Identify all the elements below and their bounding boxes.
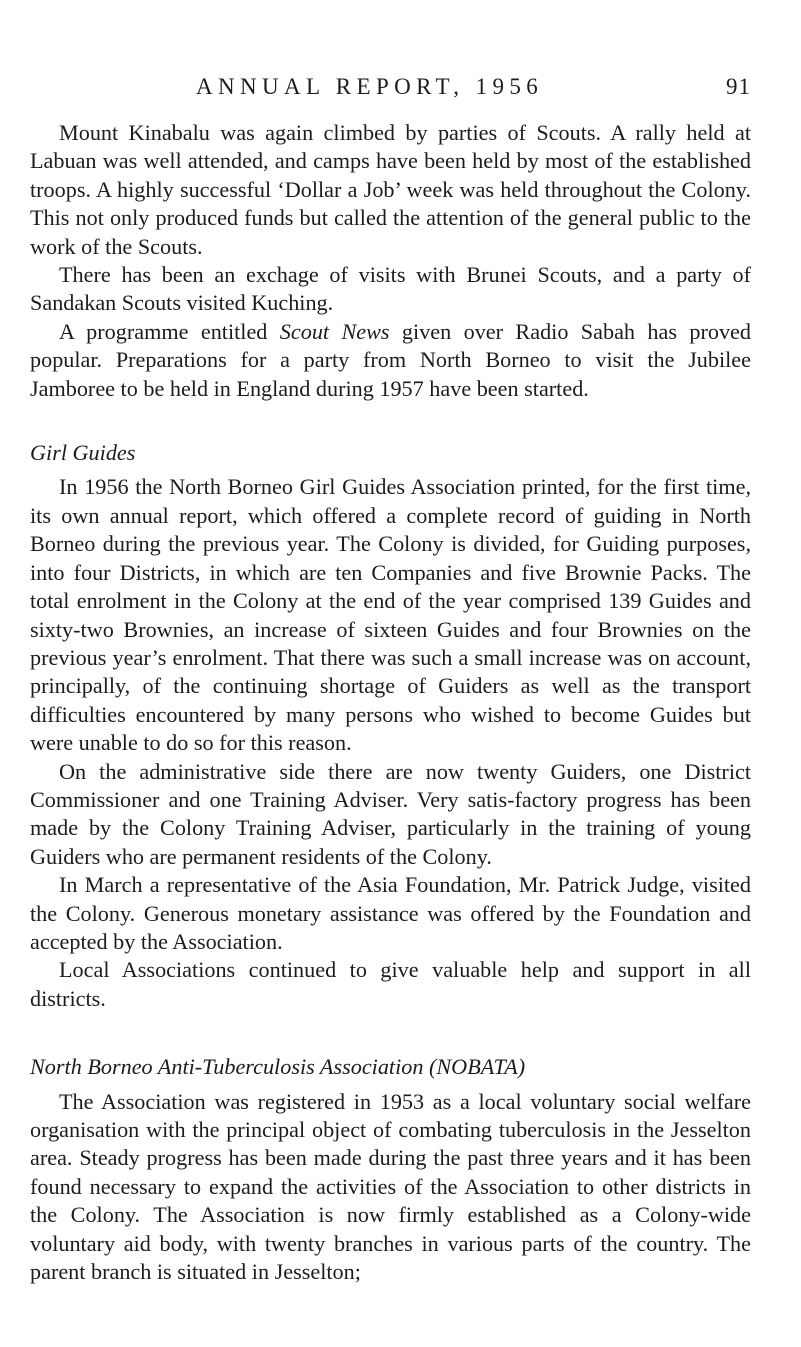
girl-guides-paragraph-4: Local Associations continued to give valuable help and support in all districts. — [30, 957, 751, 1011]
scouts-paragraph-3 — [30, 318, 751, 403]
girl-guides-heading: Girl Guides — [30, 440, 136, 466]
girl-guides-paragraph-3: In March a representative of the Asia Foundation, Mr. Patrick Judge, visited the Colony. Generous monetary assistance was offered by the Foundation and accepted by the Association. — [30, 872, 751, 954]
body-text — [30, 119, 751, 1286]
girl-guides-paragraph-1: In 1956 the North Borneo Girl Guides Association printed, for the first time, its own annual report, which offered a complete record of guiding in North Borneo during the previous year. The Colony is divided, for Guiding purposes, into four Districts, in which are ten Companies and five Brownie Packs. The total enrolment in the Colony at the end of the year comprised 139 Guides and sixty-two Brownies, an increase of sixteen Guides and four Brownies on the previous year’s enrolment. That there was such a small increase was on account, principally, of the continuing shortage of Guiders as well as the transport difficulties encountered by many persons who wished to become Guides but were unable to do so for this reason. — [30, 474, 751, 756]
scouts-paragraph-3-rest: given over Radio Sabah has proved popular. Preparations for a party from North Borneo to visit the Jubilee Jamboree to be held in England during 1957 have been started. — [30, 318, 751, 401]
page-number: 91 — [726, 74, 751, 99]
nobata-paragraph-1: The Association was registered in 1953 as a local voluntary social welfare organisation with the principal object of combating tuberculosis in the Jesselton area. Steady progress has been made during the past three years and it has been found necessary to expand the activities of the Association to other districts in the Colony. The Association is now firmly established as a Colony-wide voluntary aid body, with twenty branches in various parts of the country. The parent branch is situated in Jesselton; — [30, 1088, 751, 1285]
section-spacer — [30, 1013, 751, 1053]
scouts-paragraph-3-lead: A programme entitled — [59, 318, 280, 344]
section-spacer — [30, 403, 751, 439]
scouts-paragraph-1: Mount Kinabalu was again climbed by parties of Scouts. A rally held at Labuan was well attended, and camps have been held by most of the established troops. A highly successful ‘Dollar a Job’ week was held throughout the Colony. This not only produced funds but called the attention of the general public to the work of the Scouts. — [30, 120, 751, 259]
scouts-paragraph-2: There has been an exchage of visits with Brunei Scouts, and a party of Sandakan Scouts visited Kuching. — [30, 262, 751, 316]
running-title: ANNUAL REPORT, 1956 — [196, 74, 544, 99]
scout-news-title: Scout News — [279, 318, 390, 344]
girl-guides-paragraph-2: On the administrative side there are now twenty Guiders, one District Commissioner and one Training Adviser. Very satis-factory progress has been made by the Colony Training Adviser, particularly in the training of young Guiders who are permanent residents of the Colony. — [30, 758, 751, 869]
running-header — [196, 74, 751, 104]
nobata-heading: North Borneo Anti-Tuberculosis Association (NOBATA) — [30, 1054, 526, 1080]
